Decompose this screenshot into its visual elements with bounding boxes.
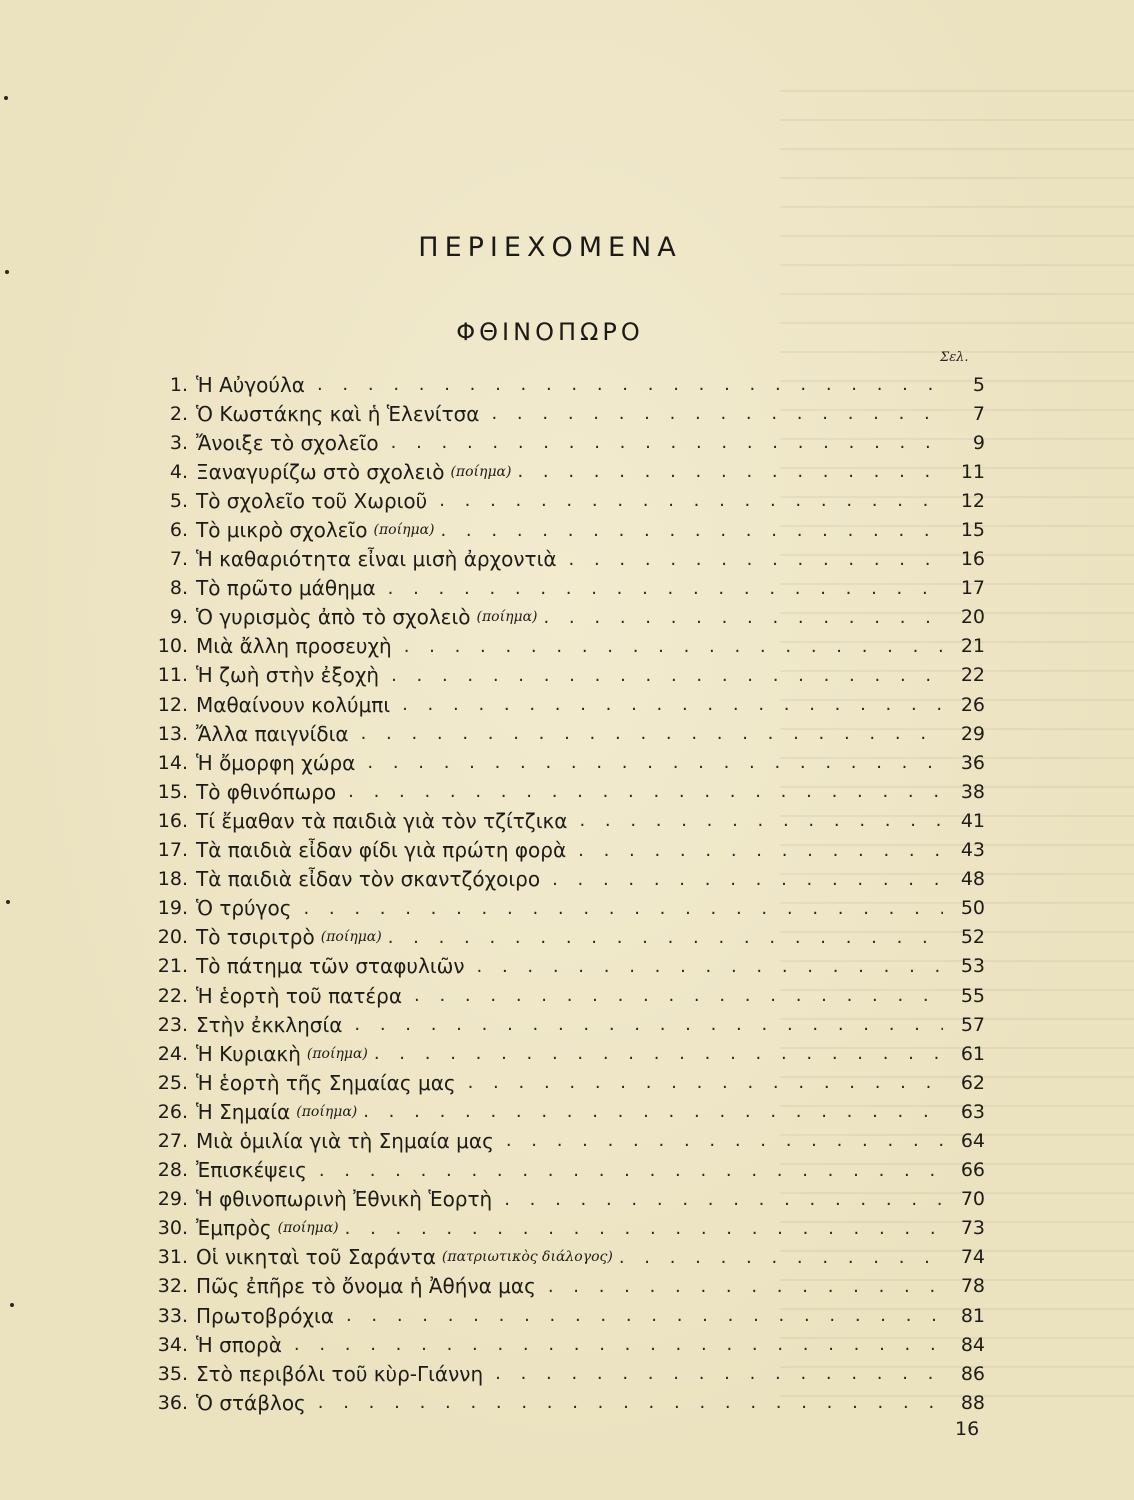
entry-title: Ἡ ἑορτὴ τοῦ πατέρα — [196, 983, 403, 1008]
entry-note: (ποίημα) — [296, 1103, 358, 1120]
entry-title: Ὁ τρύγος — [196, 896, 292, 921]
entry-note: (ποίημα) — [476, 609, 538, 626]
entry-title: Ἡ καθαριότητα εἶναι μισὴ ἀρχοντιὰ — [196, 547, 557, 572]
entry-page: 53 — [960, 955, 985, 978]
dot-leader — [294, 1334, 943, 1355]
ink-spot — [10, 1303, 14, 1307]
entry-title: Στὴν ἐκκλησία — [196, 1012, 343, 1037]
entry-number: 4. — [169, 460, 188, 483]
entry-number: 18. — [157, 868, 188, 891]
entry-note: (πατριωτικὸς διάλογος) — [441, 1249, 613, 1266]
entry-number: 7. — [169, 548, 188, 571]
dot-leader — [388, 578, 943, 599]
dot-leader — [414, 985, 943, 1006]
entry-title: Τὰ παιδιὰ εἶδαν τὸν σκαντζόχοιρο — [196, 867, 541, 892]
entry-page: 43 — [960, 839, 985, 862]
dot-leader — [317, 374, 943, 395]
section-title: ΦΘΙΝΟΠΩΡΟ — [456, 318, 644, 346]
entry-number: 6. — [169, 519, 188, 542]
toc-entry — [135, 952, 985, 981]
entry-number: 26. — [157, 1100, 188, 1123]
dot-leader — [345, 1218, 943, 1239]
entry-page: 84 — [960, 1333, 985, 1356]
entry-title: Ξαναγυρίζω στὸ σχολειὸ — [196, 459, 445, 484]
dot-leader — [439, 490, 943, 511]
entry-title: Τί ἔμαθαν τὰ παιδιὰ γιὰ τὸν τζίτζικα — [196, 808, 568, 833]
entry-number: 20. — [157, 926, 188, 949]
dot-leader — [404, 636, 943, 657]
entry-page: 11 — [960, 460, 985, 483]
entry-title: Πρωτοβρόχια — [196, 1303, 334, 1328]
entry-page: 50 — [960, 897, 985, 920]
entry-number: 5. — [169, 489, 188, 512]
entry-number: 3. — [169, 431, 188, 454]
toc-entry — [135, 923, 985, 952]
entry-page: 70 — [960, 1188, 985, 1211]
entry-number: 32. — [157, 1275, 188, 1298]
dot-leader — [491, 403, 943, 424]
dot-leader — [367, 752, 943, 773]
table-of-contents — [135, 370, 985, 1417]
dot-leader — [348, 781, 943, 802]
dot-leader — [543, 607, 943, 628]
entry-title: Ἡ Αὐγούλα — [196, 372, 305, 397]
entry-title: Ἄνοιξε τὸ σχολεῖο — [196, 430, 379, 455]
entry-page: 64 — [960, 1129, 985, 1152]
entry-title: Ὁ στάβλος — [196, 1390, 306, 1415]
entry-page: 55 — [960, 984, 985, 1007]
entry-number: 25. — [157, 1071, 188, 1094]
entry-page: 15 — [960, 519, 985, 542]
toc-entry — [135, 574, 985, 603]
entry-number: 2. — [169, 402, 188, 425]
dot-leader — [388, 927, 943, 948]
toc-entry — [135, 603, 985, 632]
entry-page: 12 — [960, 489, 985, 512]
entry-number: 16. — [157, 809, 188, 832]
dot-leader — [303, 898, 943, 919]
entry-number: 15. — [157, 780, 188, 803]
entry-number: 30. — [157, 1217, 188, 1240]
entry-page: 73 — [960, 1217, 985, 1240]
ink-spot — [4, 96, 8, 100]
toc-entry — [135, 370, 985, 399]
entry-title: Ἐπισκέψεις — [196, 1158, 307, 1183]
dot-leader — [374, 1043, 943, 1064]
toc-entry — [135, 981, 985, 1010]
toc-entry — [135, 690, 985, 719]
entry-number: 14. — [157, 751, 188, 774]
entry-title: Τὸ φθινόπωρο — [196, 779, 337, 804]
toc-entry — [135, 1068, 985, 1097]
entry-page: 21 — [960, 635, 985, 658]
entry-note: (ποίημα) — [320, 929, 382, 946]
entry-number: 24. — [157, 1042, 188, 1065]
toc-entry — [135, 806, 985, 835]
toc-entry — [135, 486, 985, 515]
entry-number: 22. — [157, 984, 188, 1007]
page-number: 16 — [955, 1418, 980, 1440]
entry-page: 63 — [960, 1100, 985, 1123]
entry-title: Μαθαίνουν κολύμπι — [196, 692, 391, 717]
toc-entry — [135, 545, 985, 574]
dot-leader — [548, 1276, 943, 1297]
entry-number: 12. — [157, 693, 188, 716]
dot-leader — [619, 1247, 943, 1268]
toc-entry — [135, 836, 985, 865]
entry-title: Μιὰ ἄλλη προσευχὴ — [196, 634, 392, 659]
entry-page: 57 — [960, 1013, 985, 1036]
toc-entry — [135, 894, 985, 923]
toc-entry — [135, 1388, 985, 1417]
toc-entry — [135, 1010, 985, 1039]
entry-title: Τὸ μικρὸ σχολεῖο — [196, 518, 368, 543]
dot-leader — [402, 694, 943, 715]
toc-entry — [135, 1126, 985, 1155]
entry-note: (ποίημα) — [277, 1220, 339, 1237]
entry-title: Ὁ γυρισμὸς ἀπὸ τὸ σχολειὸ — [196, 605, 471, 630]
dot-leader — [517, 461, 943, 482]
toc-entry — [135, 457, 985, 486]
entry-title: Ἄλλα παιγνίδια — [196, 721, 349, 746]
entry-page: 78 — [960, 1275, 985, 1298]
entry-number: 17. — [157, 839, 188, 862]
dot-leader — [495, 1363, 943, 1384]
entry-title: Ἡ ζωὴ στὴν ἐξοχὴ — [196, 663, 380, 688]
toc-entry — [135, 399, 985, 428]
entry-page: 38 — [960, 780, 985, 803]
dot-leader — [363, 1101, 943, 1122]
entry-number: 1. — [169, 373, 188, 396]
entry-page: 74 — [960, 1246, 985, 1269]
entry-title: Τὸ σχολεῖο τοῦ Χωριοῦ — [196, 488, 428, 513]
entry-number: 13. — [157, 722, 188, 745]
toc-entry — [135, 1156, 985, 1185]
entry-title: Τὸ πάτημα τῶν σταφυλιῶν — [196, 954, 465, 979]
entry-title: Ἐμπρὸς — [196, 1216, 272, 1241]
entry-page: 86 — [960, 1362, 985, 1385]
dot-leader — [579, 810, 943, 831]
entry-number: 21. — [157, 955, 188, 978]
entry-title: Ἡ ἑορτὴ τῆς Σημαίας μας — [196, 1070, 456, 1095]
page-title: ΠΕΡΙΕΧΟΜΕΝΑ — [418, 232, 682, 263]
dot-leader — [354, 1014, 943, 1035]
entry-page: 41 — [960, 809, 985, 832]
dot-leader — [440, 520, 943, 541]
entry-number: 9. — [169, 606, 188, 629]
toc-entry — [135, 1301, 985, 1330]
entry-page: 61 — [960, 1042, 985, 1065]
dot-leader — [569, 549, 943, 570]
entry-number: 27. — [157, 1129, 188, 1152]
dot-leader — [552, 869, 943, 890]
entry-note: (ποίημα) — [306, 1045, 368, 1062]
entry-number: 36. — [157, 1391, 188, 1414]
entry-title: Ἡ σπορὰ — [196, 1332, 282, 1357]
dot-leader — [391, 665, 943, 686]
entry-title: Τὰ παιδιὰ εἶδαν φίδι γιὰ πρώτη φορὰ — [196, 838, 567, 863]
entry-number: 19. — [157, 897, 188, 920]
entry-page: 17 — [960, 577, 985, 600]
entry-page: 62 — [960, 1071, 985, 1094]
toc-entry — [135, 428, 985, 457]
entry-page: 16 — [960, 548, 985, 571]
toc-entry — [135, 777, 985, 806]
entry-number: 11. — [157, 664, 188, 687]
entry-title: Στὸ περιβόλι τοῦ κὺρ-Γιάννη — [196, 1361, 484, 1386]
entry-number: 28. — [157, 1159, 188, 1182]
toc-entry — [135, 865, 985, 894]
toc-entry — [135, 515, 985, 544]
entry-page: 66 — [960, 1159, 985, 1182]
toc-entry — [135, 1243, 985, 1272]
toc-entry — [135, 632, 985, 661]
entry-note: (ποίημα) — [450, 463, 512, 480]
entry-page: 88 — [960, 1391, 985, 1414]
entry-page: 81 — [960, 1304, 985, 1327]
toc-entry — [135, 661, 985, 690]
dot-leader — [391, 432, 943, 453]
entry-page: 9 — [972, 431, 985, 454]
entry-title: Ἡ Κυριακὴ — [196, 1041, 301, 1066]
ink-spot — [6, 900, 10, 904]
dot-leader — [361, 723, 943, 744]
entry-number: 10. — [157, 635, 188, 658]
entry-title: Τὸ πρῶτο μάθημα — [196, 576, 376, 601]
entry-title: Ἡ φθινοπωρινὴ Ἐθνικὴ Ἑορτὴ — [196, 1187, 493, 1212]
toc-entry — [135, 1214, 985, 1243]
toc-entry — [135, 1330, 985, 1359]
entry-note: (ποίημα) — [373, 522, 435, 539]
toc-entry — [135, 748, 985, 777]
entry-title: Ἡ ὄμορφη χώρα — [196, 750, 356, 775]
dot-leader — [477, 956, 943, 977]
entry-title: Ὁ Κωστάκης καὶ ἡ Ἑλενίτσα — [196, 401, 480, 426]
dot-leader — [506, 1130, 943, 1151]
entry-title: Τὸ τσιριτρὸ — [196, 925, 315, 950]
toc-entry — [135, 719, 985, 748]
entry-number: 35. — [157, 1362, 188, 1385]
entry-number: 33. — [157, 1304, 188, 1327]
ink-spot — [5, 270, 9, 274]
page-column-label: Σελ. — [940, 350, 969, 365]
dot-leader — [468, 1072, 943, 1093]
dot-leader — [346, 1305, 943, 1326]
entry-number: 8. — [169, 577, 188, 600]
dot-leader — [504, 1189, 943, 1210]
entry-number: 23. — [157, 1013, 188, 1036]
entry-page: 48 — [960, 868, 985, 891]
entry-page: 36 — [960, 751, 985, 774]
toc-entry — [135, 1097, 985, 1126]
dot-leader — [318, 1392, 943, 1413]
entry-page: 29 — [960, 722, 985, 745]
entry-page: 7 — [972, 402, 985, 425]
entry-page: 5 — [972, 373, 985, 396]
entry-page: 22 — [960, 664, 985, 687]
entry-number: 31. — [157, 1246, 188, 1269]
entry-title: Πῶς ἐπῆρε τὸ ὄνομα ἡ Ἀθήνα μας — [196, 1274, 536, 1299]
entry-title: Οἱ νικηταὶ τοῦ Σαράντα — [196, 1245, 436, 1270]
entry-page: 20 — [960, 606, 985, 629]
entry-number: 29. — [157, 1188, 188, 1211]
toc-entry — [135, 1359, 985, 1388]
entry-title: Ἡ Σημαία — [196, 1099, 291, 1124]
dot-leader — [578, 840, 943, 861]
toc-entry — [135, 1185, 985, 1214]
toc-entry — [135, 1039, 985, 1068]
entry-page: 26 — [960, 693, 985, 716]
entry-number: 34. — [157, 1333, 188, 1356]
entry-page: 52 — [960, 926, 985, 949]
entry-title: Μιὰ ὁμιλία γιὰ τὴ Σημαία μας — [196, 1128, 494, 1153]
dot-leader — [319, 1160, 943, 1181]
toc-entry — [135, 1272, 985, 1301]
